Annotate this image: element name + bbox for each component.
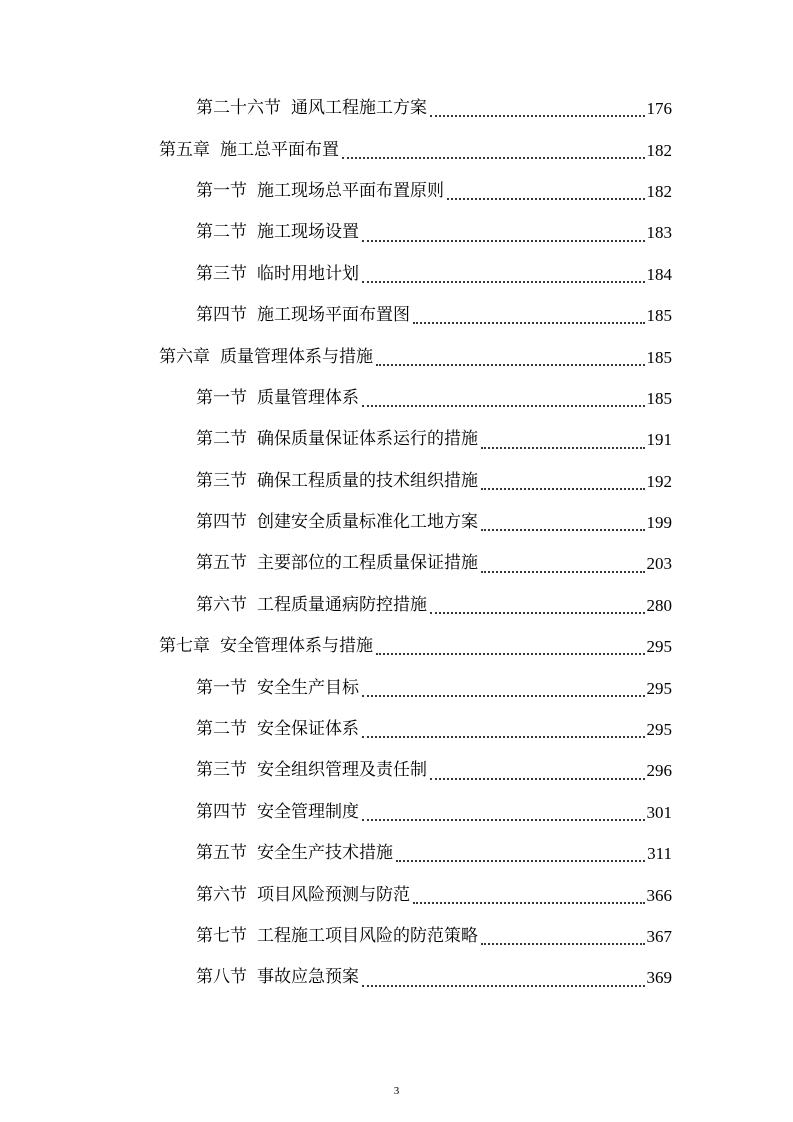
toc-entry-number: 第七章: [159, 636, 210, 657]
toc-entry-title: 施工现场平面布置图: [257, 305, 410, 326]
toc-row[interactable]: [0, 502, 793, 543]
toc-row[interactable]: [0, 626, 793, 667]
toc-entry-title: 主要部位的工程质量保证措施: [257, 553, 478, 574]
toc-entry-page: 183: [646, 223, 672, 243]
toc-entry-number: 第五节: [196, 553, 247, 574]
toc-entry-page: 185: [646, 388, 672, 408]
dot-leader: [362, 985, 645, 987]
toc-entry-page: 367: [646, 927, 672, 946]
toc-entry-number: 第四节: [196, 305, 247, 326]
toc-entry-number: 第六节: [196, 884, 247, 905]
toc-entry-number: 第四节: [196, 512, 247, 533]
dot-leader: [376, 364, 645, 366]
toc-entry-number: 第四节: [196, 801, 247, 822]
toc-entry-page: 296: [646, 761, 672, 781]
toc-row[interactable]: [0, 833, 793, 874]
dot-leader: [481, 447, 645, 449]
toc-entry-title: 施工现场总平面布置原则: [257, 180, 444, 201]
toc-entry-title: 施工现场设置: [257, 222, 359, 243]
toc-entry-page: 182: [646, 140, 672, 160]
toc-row[interactable]: [0, 916, 793, 957]
toc-entry-page: 295: [646, 720, 672, 740]
toc-row[interactable]: [0, 212, 793, 253]
toc-entry-page: 192: [646, 471, 672, 491]
toc-entry-page: 301: [646, 802, 672, 822]
dot-leader: [430, 612, 645, 614]
toc-entry-page: 311: [647, 844, 672, 864]
dot-leader: [430, 115, 645, 117]
toc-entry-number: 第七节: [196, 926, 247, 946]
toc-entry-number: 第三节: [196, 760, 247, 781]
toc-row[interactable]: [0, 419, 793, 460]
toc-entry-page: 203: [646, 554, 672, 574]
dot-leader: [362, 736, 645, 738]
page-number: 3: [393, 1085, 400, 1097]
dot-leader: [362, 240, 645, 242]
toc-row[interactable]: [0, 709, 793, 750]
toc-entry-title: 安全管理制度: [257, 801, 359, 822]
toc-entry-page: 369: [646, 968, 672, 988]
toc-entry-page: 185: [646, 347, 672, 367]
toc-entry-page: 199: [646, 513, 672, 533]
toc-entry-title: 创建安全质量标准化工地方案: [257, 512, 478, 533]
dot-leader: [396, 860, 645, 862]
toc-row[interactable]: [0, 543, 793, 584]
toc-entry-number: 第三节: [196, 263, 247, 284]
dot-leader: [362, 819, 645, 821]
toc-entry-title: 工程施工项目风险的防范策略: [257, 926, 478, 946]
toc-entry-title: 安全保证体系: [257, 719, 359, 740]
toc-row[interactable]: [0, 336, 793, 377]
dot-leader: [362, 695, 645, 697]
toc-entry-page: 191: [646, 430, 672, 450]
toc-entry-page: 184: [646, 264, 672, 284]
toc-row[interactable]: [0, 792, 793, 833]
toc-row[interactable]: [0, 254, 793, 295]
toc-entry-title: 施工总平面布置: [220, 139, 339, 160]
toc-row[interactable]: [0, 585, 793, 626]
toc-entry-title: 通风工程施工方案: [291, 98, 427, 119]
toc-entry-page: 366: [646, 885, 672, 905]
table-of-contents: [0, 88, 793, 999]
dot-leader: [481, 488, 645, 490]
toc-row[interactable]: [0, 295, 793, 336]
toc-entry-page: 176: [646, 99, 672, 119]
toc-row[interactable]: [0, 129, 793, 170]
toc-entry-title: 安全生产目标: [257, 677, 359, 698]
toc-entry-title: 临时用地计划: [257, 263, 359, 284]
toc-entry-page: 280: [646, 595, 672, 615]
dot-leader: [376, 653, 645, 655]
toc-row[interactable]: [0, 171, 793, 212]
toc-entry-number: 第一节: [196, 180, 247, 201]
toc-entry-title: 质量管理体系与措施: [220, 346, 373, 367]
toc-row[interactable]: [0, 750, 793, 791]
toc-row[interactable]: [0, 461, 793, 502]
toc-entry-number: 第八节: [196, 967, 247, 988]
toc-entry-title: 事故应急预案: [257, 967, 359, 988]
toc-entry-number: 第一节: [196, 677, 247, 698]
toc-entry-page: 182: [646, 181, 672, 201]
toc-entry-title: 确保质量保证体系运行的措施: [257, 429, 478, 450]
toc-entry-title: 确保工程质量的技术组织措施: [257, 470, 478, 491]
toc-entry-title: 质量管理体系: [257, 387, 359, 408]
toc-entry-number: 第六章: [159, 346, 210, 367]
toc-entry-page: 185: [646, 306, 672, 326]
toc-entry-number: 第二十六节: [196, 98, 281, 119]
toc-entry-title: 安全管理体系与措施: [220, 636, 373, 657]
toc-entry-number: 第一节: [196, 387, 247, 408]
dot-leader: [413, 322, 645, 324]
dot-leader: [481, 571, 645, 573]
toc-entry-number: 第二节: [196, 429, 247, 450]
dot-leader: [413, 902, 645, 904]
toc-entry-title: 安全组织管理及责任制: [257, 760, 427, 781]
toc-row[interactable]: [0, 88, 793, 129]
dot-leader: [362, 281, 645, 283]
dot-leader: [481, 943, 645, 945]
toc-entry-page: 295: [646, 678, 672, 698]
toc-entry-number: 第五节: [196, 843, 247, 864]
dot-leader: [362, 405, 645, 407]
dot-leader: [342, 157, 645, 159]
toc-entry-title: 项目风险预测与防范: [257, 884, 410, 905]
toc-entry-title: 工程质量通病防控措施: [257, 594, 427, 615]
dot-leader: [447, 198, 645, 200]
dot-leader: [430, 778, 645, 780]
toc-row[interactable]: [0, 667, 793, 708]
toc-row[interactable]: [0, 957, 793, 998]
toc-entry-number: 第三节: [196, 470, 247, 491]
toc-entry-number: 第二节: [196, 222, 247, 243]
toc-entry-number: 第二节: [196, 719, 247, 740]
dot-leader: [481, 529, 645, 531]
toc-entry-title: 安全生产技术措施: [257, 843, 393, 864]
toc-row[interactable]: [0, 874, 793, 915]
toc-entry-number: 第五章: [159, 139, 210, 160]
toc-entry-page: 295: [646, 637, 672, 657]
toc-row[interactable]: [0, 378, 793, 419]
toc-entry-number: 第六节: [196, 594, 247, 615]
